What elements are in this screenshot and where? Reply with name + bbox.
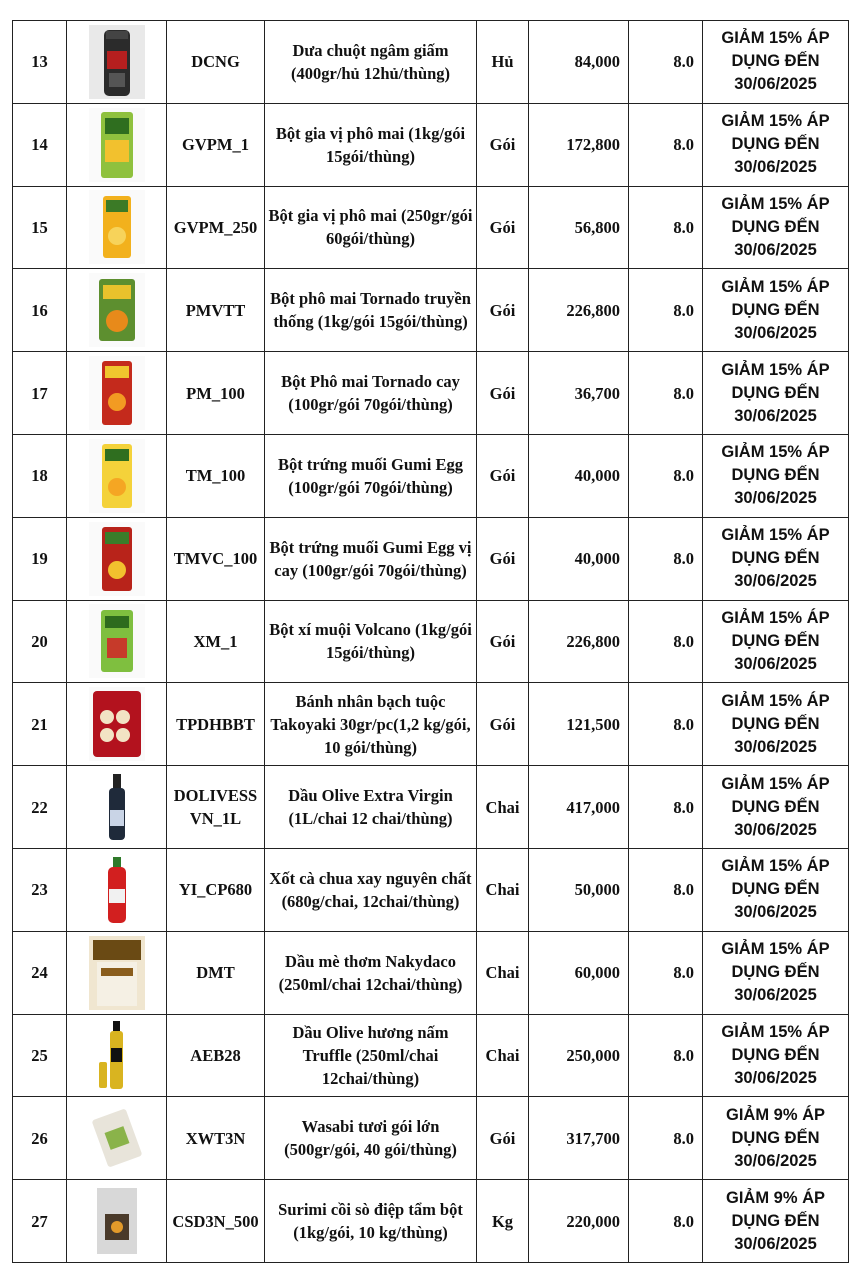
table-row bbox=[13, 186, 849, 269]
product-name: Xốt cà chua xay nguyên chất (680g/chai, 12chai/thùng) bbox=[265, 848, 477, 931]
product-image-cell bbox=[67, 766, 167, 849]
unit: Gói bbox=[477, 517, 529, 600]
product-name: Bột trứng muối Gumi Egg vị cay (100gr/gói 70gói/thùng) bbox=[265, 517, 477, 600]
product-name: Dầu Olive hương nấm Truffle (250ml/chai 12chai/thùng) bbox=[265, 1014, 477, 1097]
unit-price: 250,000 bbox=[529, 1014, 629, 1097]
product-name: Dưa chuột ngâm giấm (400gr/hủ 12hủ/thùng) bbox=[265, 21, 477, 104]
tornado-spicy-cheese-bag-image bbox=[89, 356, 145, 430]
vat-rate: 8.0 bbox=[629, 434, 703, 517]
row-number: 27 bbox=[13, 1180, 67, 1263]
unit: Kg bbox=[477, 1180, 529, 1263]
unit-price: 36,700 bbox=[529, 352, 629, 435]
product-name: Bột gia vị phô mai (1kg/gói 15gói/thùng) bbox=[265, 103, 477, 186]
olive-oil-bottle-image bbox=[89, 770, 145, 844]
product-image-cell bbox=[67, 352, 167, 435]
tornado-cheese-powder-bag-image bbox=[89, 273, 145, 347]
product-code: DCNG bbox=[167, 21, 265, 104]
table-row bbox=[13, 766, 849, 849]
product-image-cell bbox=[67, 931, 167, 1014]
row-number: 22 bbox=[13, 766, 67, 849]
promotion-note: GIẢM 15% ÁP DỤNG ĐẾN 30/06/2025 bbox=[703, 931, 849, 1014]
unit: Gói bbox=[477, 352, 529, 435]
product-image-cell bbox=[67, 1180, 167, 1263]
product-image-cell bbox=[67, 683, 167, 766]
product-name: Bột Phô mai Tornado cay (100gr/gói 70gói/thùng) bbox=[265, 352, 477, 435]
table-row bbox=[13, 1180, 849, 1263]
product-image-cell bbox=[67, 1097, 167, 1180]
unit-price: 417,000 bbox=[529, 766, 629, 849]
volcano-plum-powder-bag-image bbox=[89, 604, 145, 678]
unit: Gói bbox=[477, 683, 529, 766]
vat-rate: 8.0 bbox=[629, 1097, 703, 1180]
row-number: 19 bbox=[13, 517, 67, 600]
promotion-note: GIẢM 15% ÁP DỤNG ĐẾN 30/06/2025 bbox=[703, 103, 849, 186]
unit-price: 317,700 bbox=[529, 1097, 629, 1180]
table-row bbox=[13, 848, 849, 931]
product-image-cell bbox=[67, 848, 167, 931]
truffle-olive-oil-bottles-image bbox=[89, 1018, 145, 1092]
unit: Gói bbox=[477, 269, 529, 352]
unit: Chai bbox=[477, 1014, 529, 1097]
table-row bbox=[13, 931, 849, 1014]
promotion-note: GIẢM 15% ÁP DỤNG ĐẾN 30/06/2025 bbox=[703, 766, 849, 849]
product-name: Wasabi tươi gói lớn (500gr/gói, 40 gói/thùng) bbox=[265, 1097, 477, 1180]
product-image-cell bbox=[67, 600, 167, 683]
unit-price: 226,800 bbox=[529, 269, 629, 352]
sesame-oil-bottles-image bbox=[89, 936, 145, 1010]
promotion-note: GIẢM 9% ÁP DỤNG ĐẾN 30/06/2025 bbox=[703, 1180, 849, 1263]
unit: Hủ bbox=[477, 21, 529, 104]
row-number: 17 bbox=[13, 352, 67, 435]
table-row bbox=[13, 352, 849, 435]
product-code: PMVTT bbox=[167, 269, 265, 352]
product-image-cell bbox=[67, 517, 167, 600]
promotion-note: GIẢM 15% ÁP DỤNG ĐẾN 30/06/2025 bbox=[703, 21, 849, 104]
product-image-cell bbox=[67, 21, 167, 104]
product-code: CSD3N_500 bbox=[167, 1180, 265, 1263]
product-code: TPDHBBT bbox=[167, 683, 265, 766]
product-code: DMT bbox=[167, 931, 265, 1014]
unit-price: 84,000 bbox=[529, 21, 629, 104]
vat-rate: 8.0 bbox=[629, 931, 703, 1014]
product-image-cell bbox=[67, 434, 167, 517]
vat-rate: 8.0 bbox=[629, 683, 703, 766]
product-code: XM_1 bbox=[167, 600, 265, 683]
takoyaki-pack-image bbox=[89, 687, 145, 761]
promotion-note: GIẢM 9% ÁP DỤNG ĐẾN 30/06/2025 bbox=[703, 1097, 849, 1180]
promotion-note: GIẢM 15% ÁP DỤNG ĐẾN 30/06/2025 bbox=[703, 517, 849, 600]
vat-rate: 8.0 bbox=[629, 848, 703, 931]
pickled-cucumber-jar-image bbox=[89, 25, 145, 99]
product-code: GVPM_1 bbox=[167, 103, 265, 186]
unit: Gói bbox=[477, 103, 529, 186]
product-code: GVPM_250 bbox=[167, 186, 265, 269]
unit: Gói bbox=[477, 434, 529, 517]
promotion-note: GIẢM 15% ÁP DỤNG ĐẾN 30/06/2025 bbox=[703, 434, 849, 517]
unit-price: 40,000 bbox=[529, 517, 629, 600]
product-name: Dầu Olive Extra Virgin (1L/chai 12 chai/thùng) bbox=[265, 766, 477, 849]
table-row bbox=[13, 683, 849, 766]
product-name: Dầu mè thơm Nakydaco (250ml/chai 12chai/thùng) bbox=[265, 931, 477, 1014]
table-row bbox=[13, 1014, 849, 1097]
surimi-scallop-box-image bbox=[89, 1184, 145, 1258]
row-number: 14 bbox=[13, 103, 67, 186]
unit: Gói bbox=[477, 1097, 529, 1180]
vat-rate: 8.0 bbox=[629, 766, 703, 849]
promotion-note: GIẢM 15% ÁP DỤNG ĐẾN 30/06/2025 bbox=[703, 1014, 849, 1097]
unit: Chai bbox=[477, 766, 529, 849]
unit-price: 60,000 bbox=[529, 931, 629, 1014]
vat-rate: 8.0 bbox=[629, 103, 703, 186]
promotion-note: GIẢM 15% ÁP DỤNG ĐẾN 30/06/2025 bbox=[703, 600, 849, 683]
vat-rate: 8.0 bbox=[629, 1180, 703, 1263]
unit-price: 56,800 bbox=[529, 186, 629, 269]
wasabi-pack-image bbox=[89, 1101, 145, 1175]
table-row bbox=[13, 434, 849, 517]
spicy-salted-egg-powder-bag-image bbox=[89, 522, 145, 596]
product-name: Bột gia vị phô mai (250gr/gói 60gói/thùng) bbox=[265, 186, 477, 269]
unit: Gói bbox=[477, 600, 529, 683]
price-table-body bbox=[13, 21, 849, 1263]
vat-rate: 8.0 bbox=[629, 269, 703, 352]
vat-rate: 8.0 bbox=[629, 186, 703, 269]
table-row bbox=[13, 517, 849, 600]
product-code: PM_100 bbox=[167, 352, 265, 435]
unit-price: 220,000 bbox=[529, 1180, 629, 1263]
row-number: 23 bbox=[13, 848, 67, 931]
row-number: 16 bbox=[13, 269, 67, 352]
product-name: Surimi cồi sò điệp tẩm bột (1kg/gói, 10 kg/thùng) bbox=[265, 1180, 477, 1263]
cheese-seasoning-bag-image bbox=[89, 108, 145, 182]
price-table bbox=[12, 20, 849, 1263]
vat-rate: 8.0 bbox=[629, 1014, 703, 1097]
cheese-seasoning-small-bag-image bbox=[89, 190, 145, 264]
vat-rate: 8.0 bbox=[629, 600, 703, 683]
row-number: 26 bbox=[13, 1097, 67, 1180]
unit: Chai bbox=[477, 848, 529, 931]
unit: Chai bbox=[477, 931, 529, 1014]
promotion-note: GIẢM 15% ÁP DỤNG ĐẾN 30/06/2025 bbox=[703, 186, 849, 269]
tomato-sauce-bottle-image bbox=[89, 853, 145, 927]
vat-rate: 8.0 bbox=[629, 517, 703, 600]
unit-price: 226,800 bbox=[529, 600, 629, 683]
promotion-note: GIẢM 15% ÁP DỤNG ĐẾN 30/06/2025 bbox=[703, 352, 849, 435]
row-number: 13 bbox=[13, 21, 67, 104]
promotion-note: GIẢM 15% ÁP DỤNG ĐẾN 30/06/2025 bbox=[703, 683, 849, 766]
product-image-cell bbox=[67, 269, 167, 352]
row-number: 18 bbox=[13, 434, 67, 517]
table-row bbox=[13, 269, 849, 352]
product-image-cell bbox=[67, 1014, 167, 1097]
product-code: TMVC_100 bbox=[167, 517, 265, 600]
promotion-note: GIẢM 15% ÁP DỤNG ĐẾN 30/06/2025 bbox=[703, 269, 849, 352]
product-code: YI_CP680 bbox=[167, 848, 265, 931]
unit-price: 40,000 bbox=[529, 434, 629, 517]
product-image-cell bbox=[67, 103, 167, 186]
product-code: XWT3N bbox=[167, 1097, 265, 1180]
vat-rate: 8.0 bbox=[629, 21, 703, 104]
row-number: 20 bbox=[13, 600, 67, 683]
row-number: 21 bbox=[13, 683, 67, 766]
table-row bbox=[13, 103, 849, 186]
product-name: Bột xí muội Volcano (1kg/gói 15gói/thùng) bbox=[265, 600, 477, 683]
unit-price: 172,800 bbox=[529, 103, 629, 186]
promotion-note: GIẢM 15% ÁP DỤNG ĐẾN 30/06/2025 bbox=[703, 848, 849, 931]
product-name: Bột phô mai Tornado truyền thống (1kg/gói 15gói/thùng) bbox=[265, 269, 477, 352]
product-code: DOLIVESSVN_1L bbox=[167, 766, 265, 849]
product-code: AEB28 bbox=[167, 1014, 265, 1097]
unit-price: 121,500 bbox=[529, 683, 629, 766]
product-image-cell bbox=[67, 186, 167, 269]
vat-rate: 8.0 bbox=[629, 352, 703, 435]
row-number: 25 bbox=[13, 1014, 67, 1097]
row-number: 24 bbox=[13, 931, 67, 1014]
product-name: Bánh nhân bạch tuộc Takoyaki 30gr/pc(1,2 kg/gói, 10 gói/thùng) bbox=[265, 683, 477, 766]
table-row bbox=[13, 600, 849, 683]
salted-egg-powder-bag-image bbox=[89, 439, 145, 513]
row-number: 15 bbox=[13, 186, 67, 269]
unit: Gói bbox=[477, 186, 529, 269]
unit-price: 50,000 bbox=[529, 848, 629, 931]
table-row bbox=[13, 1097, 849, 1180]
table-row bbox=[13, 21, 849, 104]
product-code: TM_100 bbox=[167, 434, 265, 517]
product-name: Bột trứng muối Gumi Egg (100gr/gói 70gói/thùng) bbox=[265, 434, 477, 517]
